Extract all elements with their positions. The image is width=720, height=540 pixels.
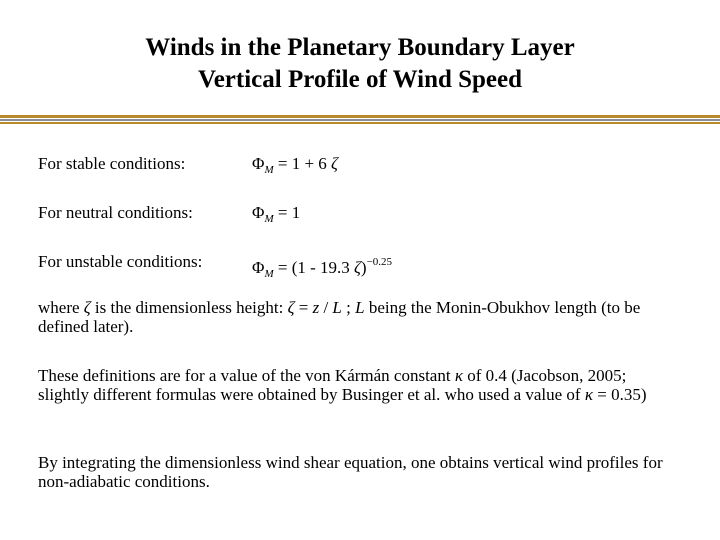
kappa-symbol: κ bbox=[454, 366, 463, 385]
phi-symbol: Φ bbox=[252, 203, 265, 222]
para1-text-b: is the dimensionless height: bbox=[90, 298, 288, 317]
phi-subscript: M bbox=[264, 164, 274, 176]
para1-text-c: = bbox=[294, 298, 313, 317]
phi-subscript: M bbox=[264, 213, 274, 225]
von-karman-paragraph bbox=[38, 366, 678, 404]
unstable-condition-formula bbox=[252, 252, 392, 284]
zeta-symbol: ζ bbox=[331, 154, 338, 173]
phi-symbol: Φ bbox=[252, 154, 265, 173]
z-symbol: z bbox=[312, 298, 320, 317]
L-symbol: L bbox=[355, 298, 365, 317]
phi-subscript: M bbox=[264, 268, 274, 280]
neutral-condition-label: For neutral conditions: bbox=[38, 203, 193, 222]
para2-text-a: These definitions are for a value of the von Kármán constant bbox=[38, 366, 455, 385]
kappa-symbol: κ bbox=[584, 385, 594, 404]
para1-text-a: where bbox=[38, 298, 84, 317]
zeta-symbol: ζ bbox=[287, 298, 295, 317]
formula-close-paren: ) bbox=[360, 258, 367, 277]
zeta-symbol: ζ bbox=[354, 258, 361, 277]
formula-expression: = 1 + 6 bbox=[273, 154, 332, 173]
integration-paragraph: By integrating the dimensionless wind shear equation, one obtains vertical wind profiles for non-adiabatic conditions. bbox=[38, 453, 663, 491]
title-divider-gold-bottom bbox=[0, 122, 720, 124]
phi-symbol: Φ bbox=[252, 258, 265, 277]
para1-text-f: being the Monin-Obukhov length (to be defined later). bbox=[38, 298, 641, 336]
slide-title bbox=[0, 32, 720, 96]
formula-expression: = (1 - 19.3 bbox=[273, 258, 355, 277]
para1-text-e: ; bbox=[341, 298, 356, 317]
dimensionless-height-paragraph bbox=[38, 298, 678, 336]
para2-text-b: of 0.4 (Jacobson, 2005; slightly different formulas were obtained by Businger et al. who used a value of bbox=[38, 366, 627, 404]
zeta-symbol: ζ bbox=[83, 298, 91, 317]
unstable-condition-label: For unstable conditions: bbox=[38, 252, 203, 271]
title-line-2: Vertical Profile of Wind Speed bbox=[197, 66, 523, 93]
stable-condition-formula bbox=[252, 154, 338, 180]
formula-exponent: −0.25 bbox=[366, 256, 393, 268]
para1-text-d: / bbox=[319, 298, 333, 317]
stable-condition-label: For stable conditions: bbox=[38, 154, 186, 173]
para2-text-c: = 0.35) bbox=[593, 385, 647, 404]
neutral-condition-formula bbox=[252, 203, 300, 229]
title-line-1: Winds in the Planetary Boundary Layer bbox=[145, 34, 575, 61]
title-divider-gray bbox=[0, 119, 720, 121]
L-symbol: L bbox=[332, 298, 342, 317]
title-divider-gold-top bbox=[0, 115, 720, 118]
formula-expression: = 1 bbox=[273, 203, 301, 222]
